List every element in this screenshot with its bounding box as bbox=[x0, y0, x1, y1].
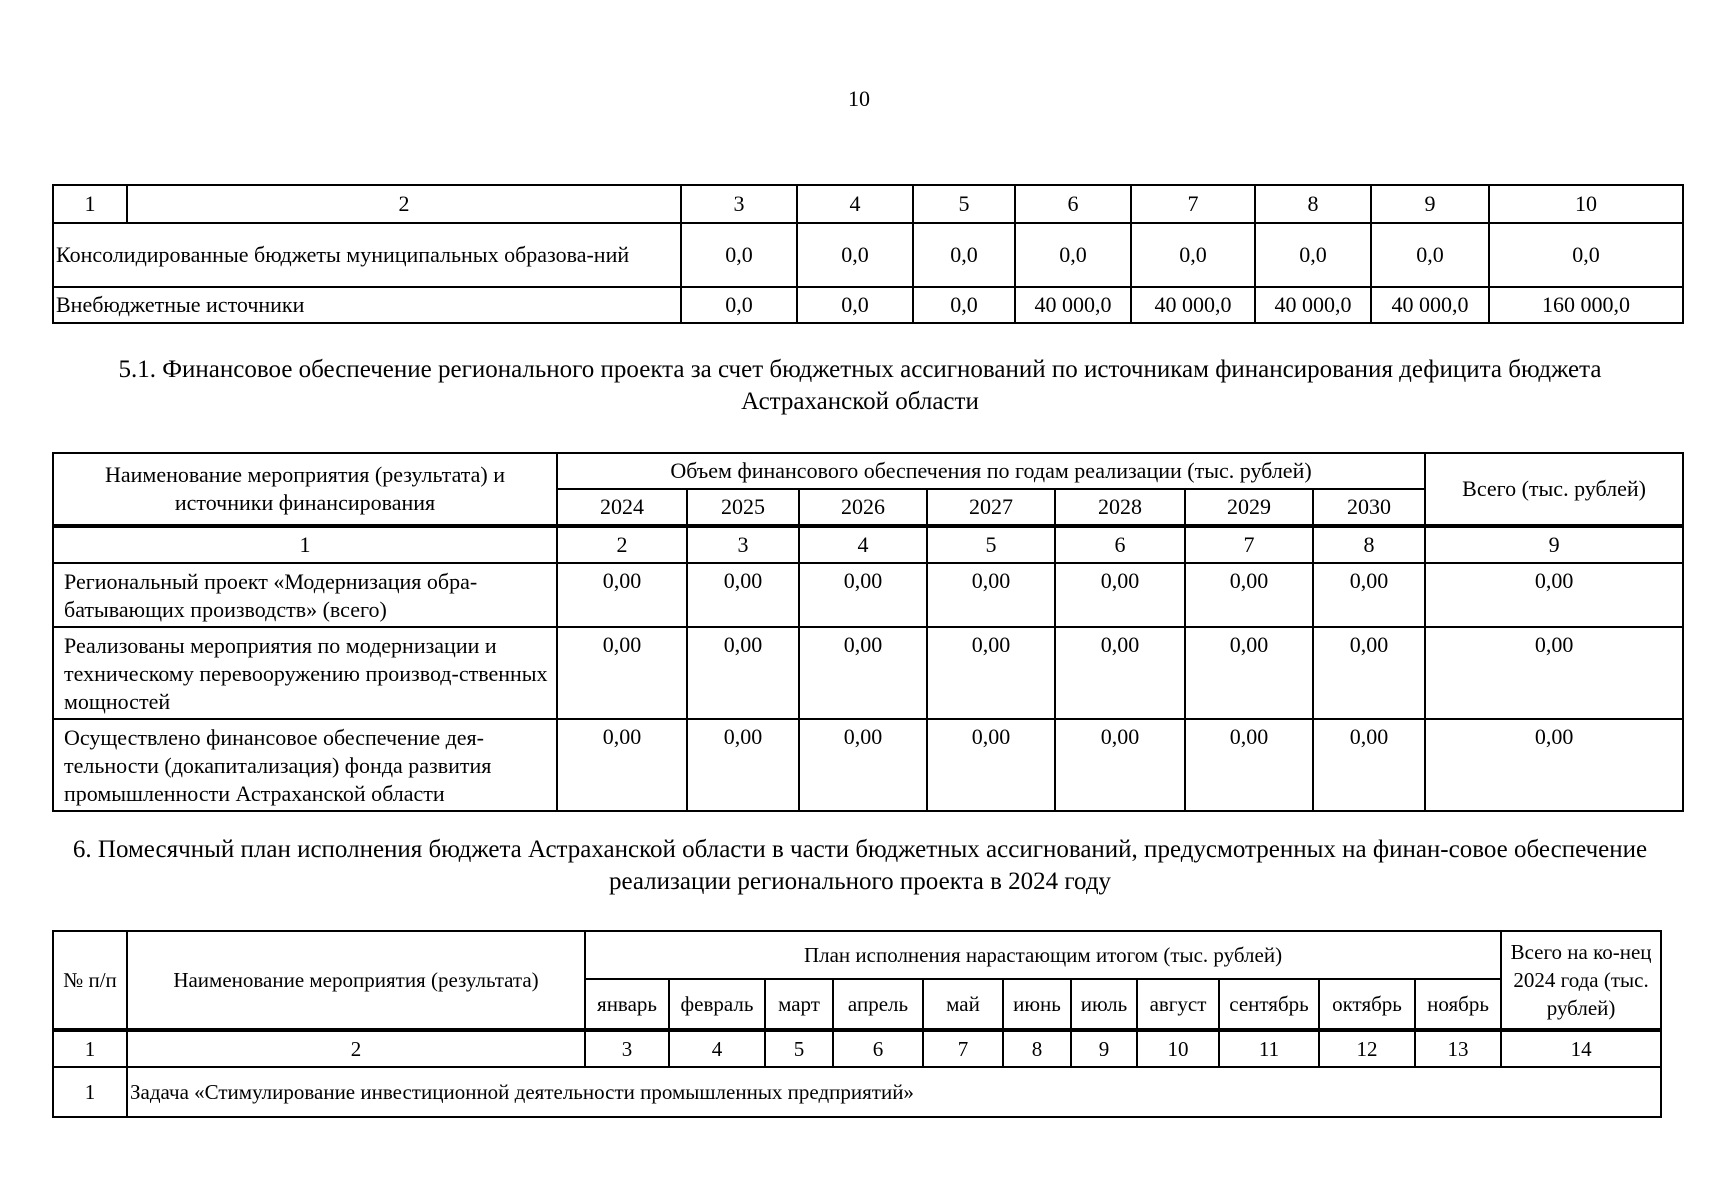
cell-value: 0,00 bbox=[1055, 627, 1185, 719]
column-number: 3 bbox=[585, 1030, 669, 1067]
cell-value: 0,00 bbox=[557, 719, 687, 811]
row-name: Осуществлено финансовое обеспечение дея-тельности (докапитализация) фонда развития промышленности Астраханской области bbox=[53, 719, 557, 811]
page-number: 10 bbox=[848, 86, 870, 111]
column-number: 1 bbox=[53, 1030, 127, 1067]
name-column-header: Наименование мероприятия (результата) bbox=[127, 931, 585, 1030]
cell-value: 0,00 bbox=[1313, 719, 1425, 811]
column-number: 3 bbox=[687, 526, 799, 563]
table-row bbox=[53, 563, 1683, 627]
column-number: 1 bbox=[53, 526, 557, 563]
row-name: Региональный проект «Модернизация обра-батывающих производств» (всего) bbox=[53, 563, 557, 627]
table-row bbox=[53, 223, 1683, 287]
cell-value: 0,00 bbox=[1055, 563, 1185, 627]
column-number: 11 bbox=[1219, 1030, 1319, 1067]
cell-value: 0,00 bbox=[1425, 563, 1683, 627]
total-column-header: Всего (тыс. рублей) bbox=[1425, 453, 1683, 526]
month-header: июнь bbox=[1003, 979, 1071, 1030]
cell-value: 0,0 bbox=[1371, 223, 1489, 287]
cell-value: 40 000,0 bbox=[1371, 287, 1489, 323]
task-name: Задача «Стимулирование инвестиционной деятельности промышленных предприятий» bbox=[127, 1067, 1661, 1117]
month-header: сентябрь bbox=[1219, 979, 1319, 1030]
budget-sources-table bbox=[52, 184, 1684, 324]
total-column-header: Всего на ко-нец 2024 года (тыс. рублей) bbox=[1501, 931, 1661, 1030]
cell-value: 0,0 bbox=[797, 287, 913, 323]
cell-value: 0,00 bbox=[1425, 719, 1683, 811]
cell-value: 0,0 bbox=[681, 223, 797, 287]
column-number: 9 bbox=[1371, 185, 1489, 223]
cell-value: 0,00 bbox=[557, 563, 687, 627]
year-header: 2028 bbox=[1055, 489, 1185, 526]
column-number: 4 bbox=[799, 526, 927, 563]
cell-value: 0,00 bbox=[927, 627, 1055, 719]
column-number: 14 bbox=[1501, 1030, 1661, 1067]
section-5-1-heading: 5.1. Финансовое обеспечение регионального проекта за счет бюджетных ассигнований по источникам финансирования дефицита бюджета Астраханской области bbox=[118, 356, 1602, 415]
monthly-plan-table bbox=[52, 930, 1662, 1118]
cell-value: 0,00 bbox=[1055, 719, 1185, 811]
cell-value: 0,0 bbox=[1255, 223, 1371, 287]
cell-value: 160 000,0 bbox=[1489, 287, 1683, 323]
table-header-row bbox=[53, 185, 1683, 223]
column-number: 8 bbox=[1003, 1030, 1071, 1067]
row-name: Консолидированные бюджеты муниципальных образова-ний bbox=[53, 223, 681, 287]
cell-value: 40 000,0 bbox=[1015, 287, 1131, 323]
month-header: февраль bbox=[669, 979, 765, 1030]
financing-deficit-table bbox=[52, 452, 1684, 812]
column-number: 2 bbox=[127, 1030, 585, 1067]
cell-value: 0,00 bbox=[687, 719, 799, 811]
cell-value: 0,00 bbox=[687, 563, 799, 627]
column-number: 9 bbox=[1071, 1030, 1137, 1067]
cell-value: 0,0 bbox=[797, 223, 913, 287]
year-header: 2030 bbox=[1313, 489, 1425, 526]
table-row bbox=[53, 719, 1683, 811]
column-number: 7 bbox=[1131, 185, 1255, 223]
cell-value: 0,00 bbox=[799, 627, 927, 719]
cell-value: 0,0 bbox=[913, 223, 1015, 287]
cell-value: 0,0 bbox=[913, 287, 1015, 323]
column-number: 2 bbox=[127, 185, 681, 223]
year-header: 2027 bbox=[927, 489, 1055, 526]
column-numbers-row bbox=[53, 1030, 1661, 1067]
column-number: 13 bbox=[1415, 1030, 1501, 1067]
column-number: 6 bbox=[1015, 185, 1131, 223]
volume-header: Объем финансового обеспечения по годам реализации (тыс. рублей) bbox=[557, 453, 1425, 489]
cell-value: 0,00 bbox=[1313, 563, 1425, 627]
year-header: 2026 bbox=[799, 489, 927, 526]
number-column-header: № п/п bbox=[53, 931, 127, 1030]
cell-value: 0,00 bbox=[927, 563, 1055, 627]
year-header: 2029 bbox=[1185, 489, 1313, 526]
cell-value: 0,00 bbox=[799, 719, 927, 811]
column-number: 8 bbox=[1313, 526, 1425, 563]
cell-value: 0,00 bbox=[1185, 563, 1313, 627]
month-header: май bbox=[923, 979, 1003, 1030]
column-number: 12 bbox=[1319, 1030, 1415, 1067]
row-number: 1 bbox=[53, 1067, 127, 1117]
row-name: Внебюджетные источники bbox=[53, 287, 681, 323]
cell-value: 0,00 bbox=[927, 719, 1055, 811]
name-column-header: Наименование мероприятия (результата) и источники финансирования bbox=[53, 453, 557, 526]
column-number: 2 bbox=[557, 526, 687, 563]
column-number: 8 bbox=[1255, 185, 1371, 223]
cell-value: 0,00 bbox=[1185, 719, 1313, 811]
column-number: 6 bbox=[1055, 526, 1185, 563]
column-number: 7 bbox=[1185, 526, 1313, 563]
section-6-heading: 6. Помесячный план исполнения бюджета Астраханской области в части бюджетных ассигнований, предусмотренных на финан-совое обеспечение реализации регионального проекта в 2024 году bbox=[72, 836, 1648, 895]
cell-value: 0,00 bbox=[1313, 627, 1425, 719]
column-number: 3 bbox=[681, 185, 797, 223]
column-number: 6 bbox=[833, 1030, 923, 1067]
table-header-row bbox=[53, 453, 1683, 489]
column-numbers-row bbox=[53, 526, 1683, 563]
cell-value: 0,0 bbox=[1489, 223, 1683, 287]
column-number: 4 bbox=[669, 1030, 765, 1067]
column-number: 5 bbox=[765, 1030, 833, 1067]
month-header: март bbox=[765, 979, 833, 1030]
table-row bbox=[53, 287, 1683, 323]
cell-value: 0,00 bbox=[1425, 627, 1683, 719]
column-number: 10 bbox=[1489, 185, 1683, 223]
month-header: октябрь bbox=[1319, 979, 1415, 1030]
table-row bbox=[53, 627, 1683, 719]
cell-value: 0,0 bbox=[1015, 223, 1131, 287]
column-number: 7 bbox=[923, 1030, 1003, 1067]
year-header: 2025 bbox=[687, 489, 799, 526]
cell-value: 0,00 bbox=[557, 627, 687, 719]
cell-value: 0,0 bbox=[1131, 223, 1255, 287]
year-header: 2024 bbox=[557, 489, 687, 526]
table-row bbox=[53, 1067, 1661, 1117]
column-number: 4 bbox=[797, 185, 913, 223]
month-header: август bbox=[1137, 979, 1219, 1030]
column-number: 9 bbox=[1425, 526, 1683, 563]
month-header: апрель bbox=[833, 979, 923, 1030]
table-header-row bbox=[53, 931, 1661, 979]
month-header: июль bbox=[1071, 979, 1137, 1030]
column-number: 5 bbox=[913, 185, 1015, 223]
cell-value: 0,00 bbox=[687, 627, 799, 719]
cell-value: 0,00 bbox=[799, 563, 927, 627]
column-number: 10 bbox=[1137, 1030, 1219, 1067]
row-name: Реализованы мероприятия по модернизации и техническому перевооружению производ-ственных мощностей bbox=[53, 627, 557, 719]
plan-header: План исполнения нарастающим итогом (тыс. рублей) bbox=[585, 931, 1501, 979]
month-header: январь bbox=[585, 979, 669, 1030]
cell-value: 40 000,0 bbox=[1131, 287, 1255, 323]
month-header: ноябрь bbox=[1415, 979, 1501, 1030]
column-number: 1 bbox=[53, 185, 127, 223]
cell-value: 0,00 bbox=[1185, 627, 1313, 719]
column-number: 5 bbox=[927, 526, 1055, 563]
cell-value: 0,0 bbox=[681, 287, 797, 323]
cell-value: 40 000,0 bbox=[1255, 287, 1371, 323]
